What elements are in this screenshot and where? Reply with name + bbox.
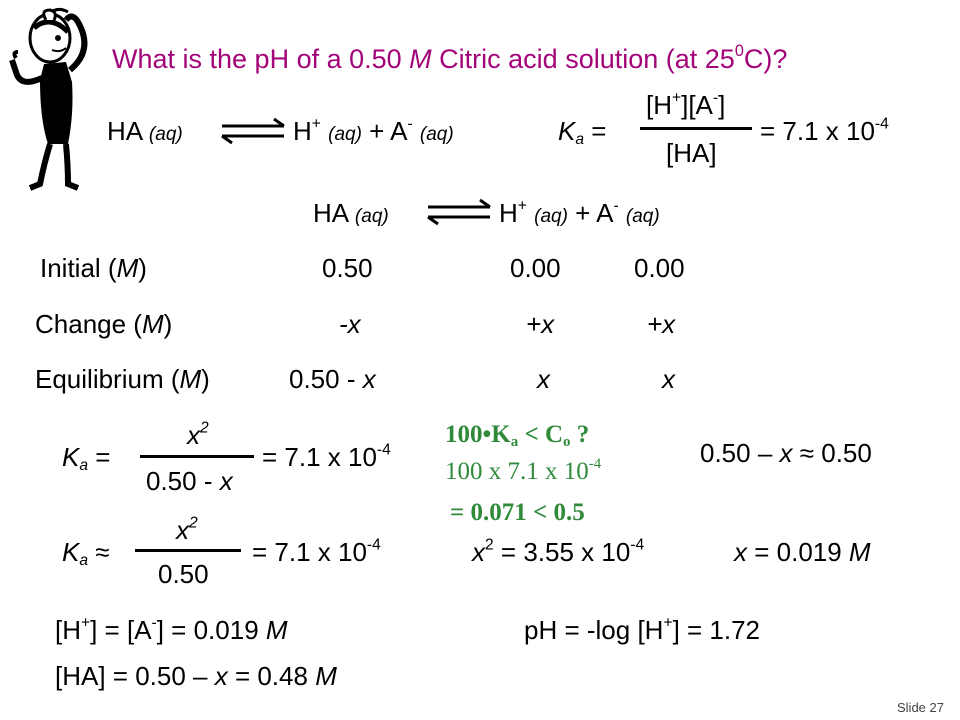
x-squared-value: $x^2 = 3.55$ x $10^{-4}$	[472, 536, 645, 567]
ph-result: pH = -log [H+] = 1.72	[524, 614, 761, 645]
slide-number: Slide 27	[897, 700, 944, 715]
equilibrium-equation-1-products: H+ (aq) + A- (aq)	[293, 115, 454, 146]
equilibrium-arrows-icon	[218, 116, 288, 146]
approximation-check-line1: $100•K_a < C_o$ ?	[445, 421, 590, 450]
ice-equilibrium-a: x	[662, 364, 675, 394]
ice-initial-ha: 0.50	[322, 253, 373, 283]
x-value: x = 0.019 M	[734, 537, 871, 567]
ice-change-ha: -x	[339, 309, 361, 339]
ka-expression-denominator: 0.50 - x	[146, 466, 233, 496]
ice-equilibrium-ha: 0.50 - x	[289, 364, 376, 394]
ice-change-h: +x	[526, 309, 555, 339]
ka-fraction-bar	[640, 127, 752, 130]
ice-initial-h: 0.00	[510, 253, 561, 283]
ice-change-label: Change (M)	[35, 309, 173, 339]
ka-approx-fraction-bar	[135, 549, 241, 552]
equilibrium-equation-1: HA (aq)	[107, 116, 183, 146]
ka-denominator: [HA]	[666, 138, 717, 168]
ka-expression-numerator: $x^2$	[187, 419, 209, 450]
ka-label: $K_a$ =	[558, 116, 607, 148]
ice-equilibrium-label: Equilibrium (M)	[35, 364, 210, 394]
slide-title: What is the pH of a 0.50 M Citric acid solution (at $25^0C$)?	[112, 41, 788, 74]
approximation-check-line2: 100 x 7.1 x $10^{-4}$	[445, 455, 602, 485]
ka-numerator: [H+][A-]	[646, 89, 726, 120]
ka-approx-label: $K_a$ ≈	[62, 537, 110, 569]
ice-initial-a: 0.00	[634, 253, 685, 283]
h-and-a-concentration: [H+] = [A-] = 0.019 M	[55, 614, 288, 645]
ice-equilibrium-h: x	[537, 364, 550, 394]
ka-expression-label: $K_a$ =	[62, 442, 111, 474]
ka-expression-fraction-bar	[140, 455, 254, 458]
ka-expression-value: = 7.1 x $10^{-4}$	[262, 441, 391, 472]
approximation-check-line3: = 0.071 < 0.5	[450, 499, 585, 526]
ka-value: = 7.1 x $10^{-4}$	[760, 115, 889, 146]
equilibrium-equation-2: HA (aq)	[313, 198, 389, 228]
ka-approx-numerator: $x^2$	[176, 514, 198, 545]
equilibrium-equation-2-products: H+ (aq) + A- (aq)	[499, 197, 660, 228]
ice-change-a: +x	[647, 309, 676, 339]
ka-approx-value: = 7.1 x $10^{-4}$	[252, 536, 381, 567]
ka-approx-denominator: 0.50	[158, 559, 209, 589]
ice-initial-label: Initial (M)	[40, 253, 147, 283]
ha-concentration: [HA] = 0.50 – x = 0.48 M	[55, 661, 337, 691]
approximation-statement: 0.50 – x ≈ 0.50	[700, 438, 872, 468]
equilibrium-arrows-2-icon	[424, 197, 494, 227]
thinking-figure-icon	[8, 6, 108, 196]
